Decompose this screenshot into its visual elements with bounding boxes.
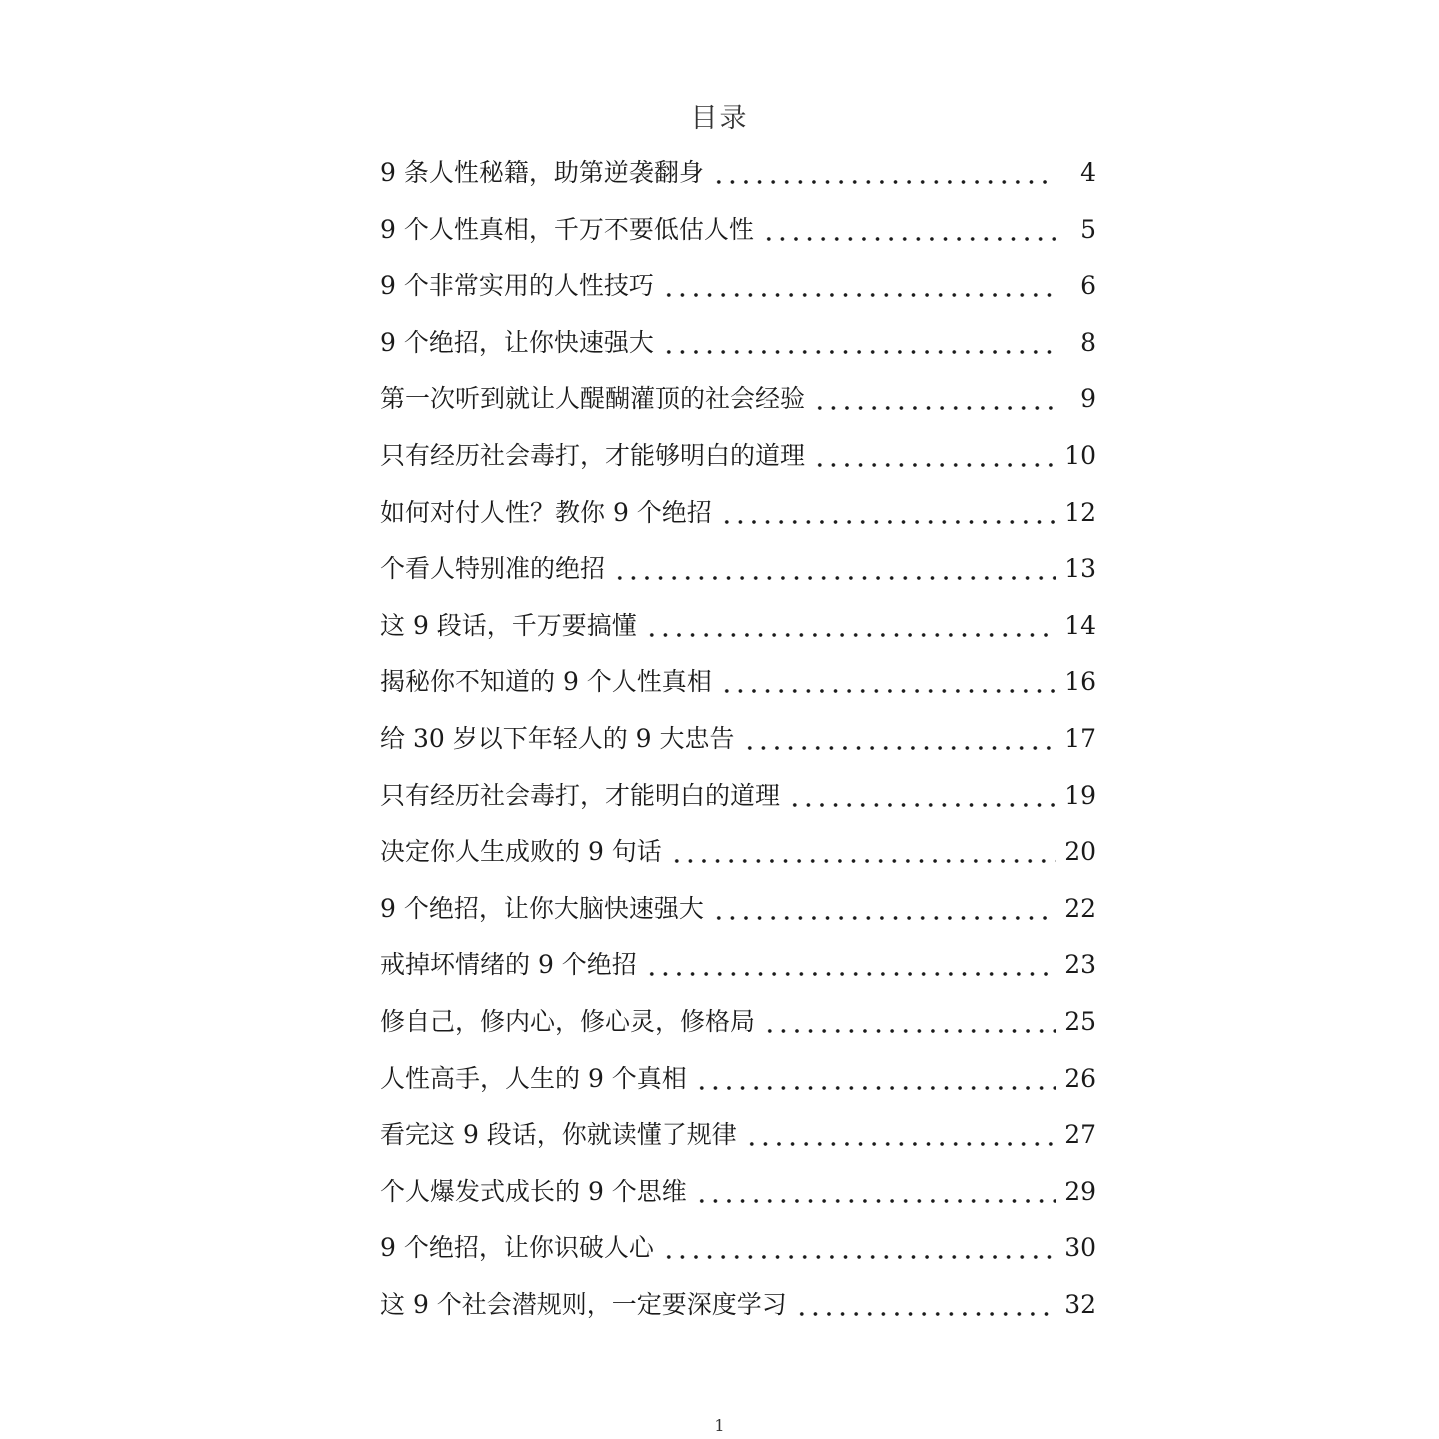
toc-entry[interactable] (380, 488, 1096, 545)
toc-leader-dots (613, 557, 1056, 581)
toc-entry[interactable] (380, 601, 1096, 658)
toc-leader-dots (720, 501, 1056, 525)
toc-entry[interactable] (380, 431, 1096, 488)
toc-entry[interactable] (380, 374, 1096, 431)
toc-entry-page: 8 (1080, 327, 1096, 357)
toc-entry-page: 22 (1064, 893, 1096, 923)
toc-entry-title: 9 个非常实用的人性技巧 (380, 271, 654, 301)
toc-entry-page: 13 (1064, 554, 1096, 584)
toc-entry[interactable] (380, 1167, 1096, 1224)
toc-entry[interactable] (380, 827, 1096, 884)
toc-leader-dots (813, 444, 1056, 468)
toc-entry-page: 10 (1064, 440, 1096, 470)
toc-entry-title: 9 个绝招，让你快速强大 (380, 327, 654, 357)
toc-entry-page: 23 (1064, 950, 1096, 980)
toc-entry-page: 26 (1064, 1063, 1096, 1093)
toc-entry[interactable] (380, 205, 1096, 262)
toc-entry-title: 个人爆发式成长的 9 个思维 (380, 1176, 687, 1206)
toc-list (380, 148, 1096, 1336)
toc-entry[interactable] (380, 318, 1096, 375)
page-number: 1 (714, 1416, 725, 1435)
toc-entry[interactable] (380, 884, 1096, 941)
toc-leader-dots (795, 1293, 1056, 1317)
toc-entry-title: 如何对付人性？教你 9 个绝招 (380, 497, 712, 527)
toc-entry[interactable] (380, 1110, 1096, 1167)
toc-entry-title: 决定你人生成败的 9 句话 (380, 837, 662, 867)
toc-entry-page: 16 (1064, 667, 1096, 697)
toc-entry[interactable] (380, 771, 1096, 828)
toc-entry-page: 32 (1064, 1289, 1096, 1319)
toc-entry-title: 9 条人性秘籍，助第逆袭翻身 (380, 158, 704, 187)
toc-entry[interactable] (380, 714, 1096, 771)
toc-entry-title: 修自己，修内心，修心灵，修格局 (380, 1006, 756, 1036)
toc-entry-title: 看完这 9 段话，你就读懂了规律 (380, 1120, 737, 1150)
toc-entry-title: 这 9 段话，千万要搞懂 (380, 610, 637, 640)
toc-entry-page: 20 (1064, 837, 1096, 867)
toc-leader-dots (813, 387, 1056, 411)
toc-leader-dots (763, 1010, 1056, 1034)
toc-entry-title: 给 30 岁以下年轻人的 9 大忠告 (380, 723, 735, 753)
toc-leader-dots (662, 274, 1056, 298)
toc-entry-page: 5 (1080, 214, 1096, 244)
toc-leader-dots (712, 161, 1056, 185)
toc-entry-title: 第一次听到就让人醍醐灌顶的社会经验 (380, 384, 806, 414)
toc-entry[interactable] (380, 997, 1096, 1054)
toc-entry-title: 只有经历社会毒打，才能够明白的道理 (380, 440, 806, 470)
toc-title: 目录 (690, 103, 749, 134)
toc-entry-title: 戒掉坏情绪的 9 个绝招 (380, 950, 637, 980)
toc-entry-title: 这 9 个社会潜规则，一定要深度学习 (380, 1289, 787, 1319)
toc-leader-dots (788, 784, 1056, 808)
toc-leader-dots (762, 218, 1056, 242)
toc-leader-dots (745, 1123, 1056, 1147)
toc-entry-title: 9 个人性真相，千万不要低估人性 (380, 214, 754, 244)
toc-entry[interactable] (380, 544, 1096, 601)
toc-leader-dots (743, 727, 1056, 751)
toc-entry-page: 30 (1064, 1233, 1096, 1263)
toc-entry[interactable] (380, 148, 1096, 205)
toc-leader-dots (670, 840, 1056, 864)
toc-entry-page: 29 (1064, 1176, 1096, 1206)
toc-entry[interactable] (380, 1280, 1096, 1337)
toc-leader-dots (695, 1180, 1056, 1204)
toc-leader-dots (645, 614, 1056, 638)
toc-leader-dots (712, 897, 1056, 921)
toc-entry[interactable] (380, 1223, 1096, 1280)
toc-entry-page: 6 (1080, 271, 1096, 301)
toc-leader-dots (662, 1236, 1056, 1260)
toc-entry-title: 9 个绝招，让你大脑快速强大 (380, 893, 704, 923)
toc-entry-page: 25 (1064, 1006, 1096, 1036)
toc-entry-page: 17 (1064, 723, 1096, 753)
toc-entry-page: 19 (1064, 780, 1096, 810)
toc-entry-title: 揭秘你不知道的 9 个人性真相 (380, 667, 712, 697)
toc-entry-page: 4 (1080, 158, 1096, 187)
toc-leader-dots (695, 1067, 1056, 1091)
toc-entry-title: 个看人特别准的绝招 (380, 554, 606, 584)
toc-entry-page: 27 (1064, 1120, 1096, 1150)
toc-entry-page: 14 (1064, 610, 1096, 640)
toc-leader-dots (662, 331, 1056, 355)
toc-entry-page: 12 (1064, 497, 1096, 527)
toc-entry-title: 9 个绝招，让你识破人心 (380, 1233, 654, 1263)
toc-leader-dots (720, 670, 1056, 694)
toc-entry-title: 人性高手，人生的 9 个真相 (380, 1063, 687, 1093)
toc-entry[interactable] (380, 261, 1096, 318)
toc-entry[interactable] (380, 657, 1096, 714)
toc-entry[interactable] (380, 1054, 1096, 1111)
toc-leader-dots (645, 953, 1056, 977)
toc-entry[interactable] (380, 940, 1096, 997)
toc-entry-page: 9 (1080, 384, 1096, 414)
toc-entry-title: 只有经历社会毒打，才能明白的道理 (380, 780, 781, 810)
